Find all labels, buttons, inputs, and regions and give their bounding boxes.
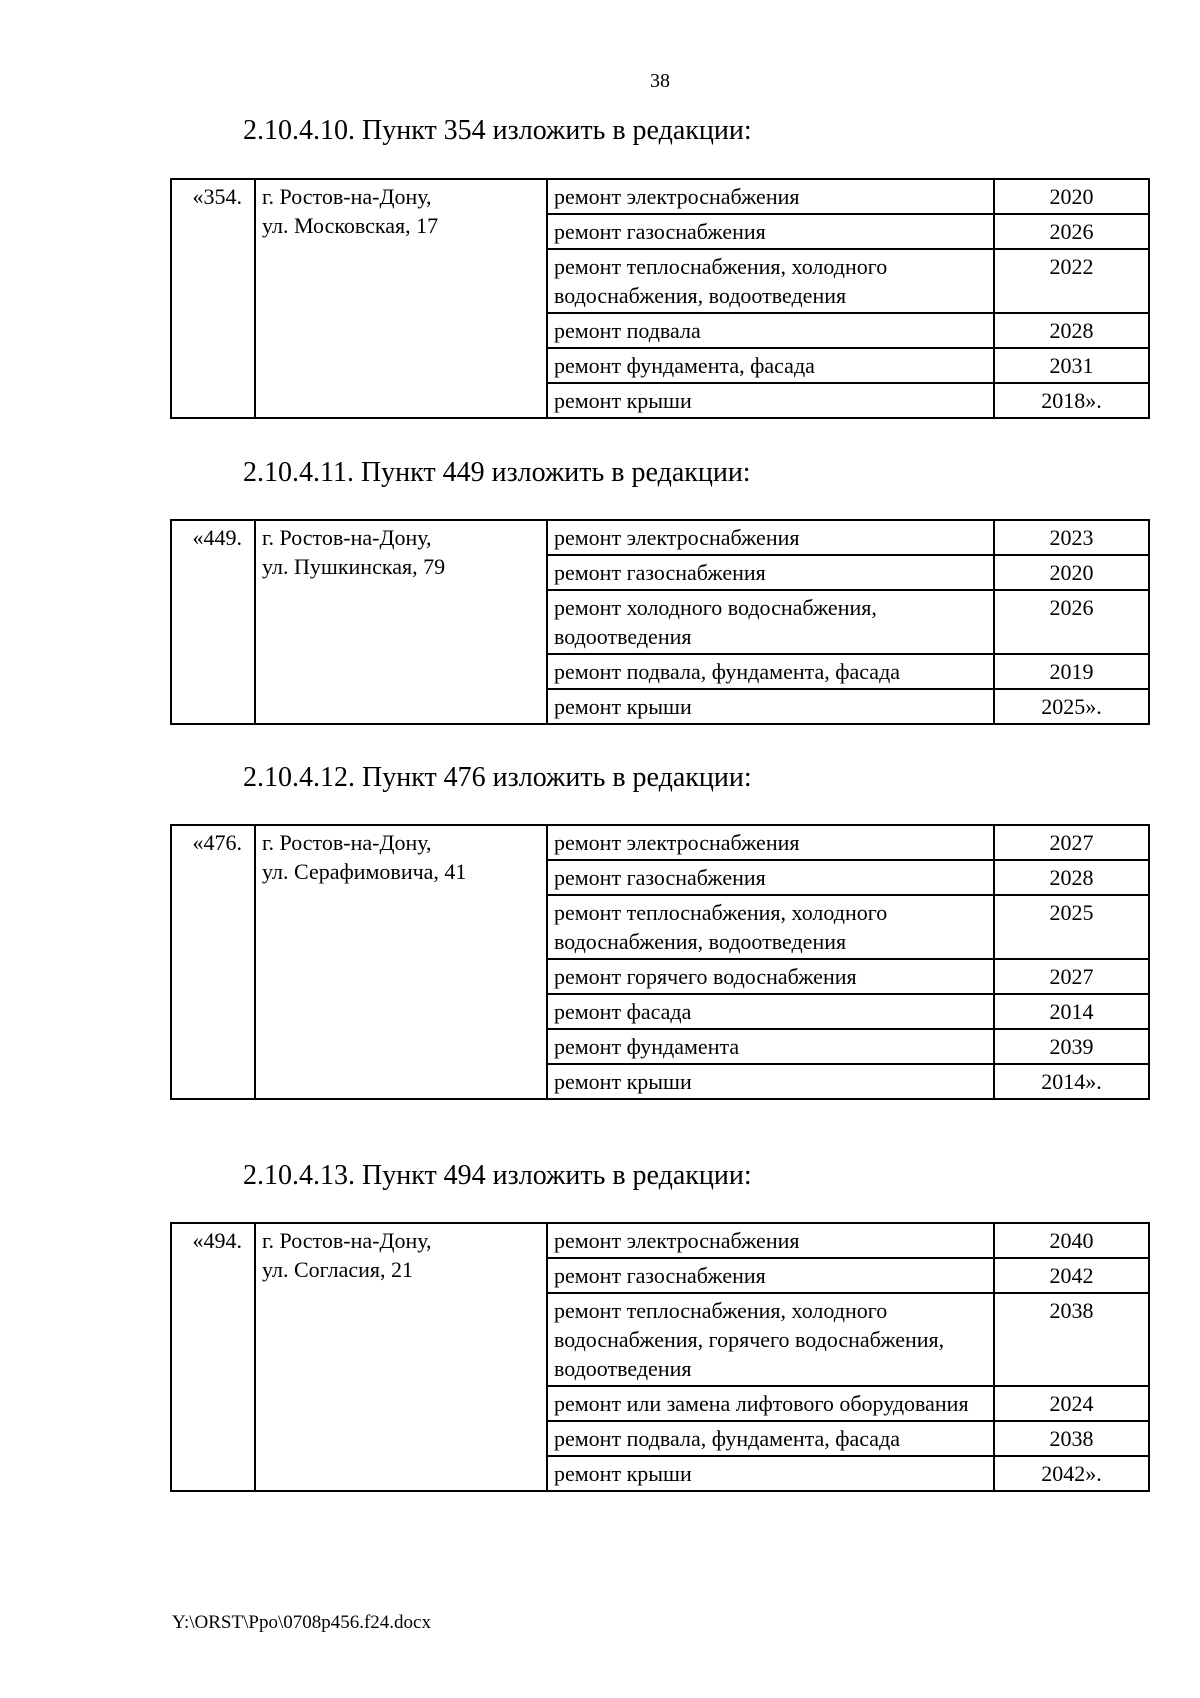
repair-schedule-table (170, 519, 1150, 725)
work-year: 2031 (994, 348, 1149, 383)
work-type: ремонт электроснабжения (547, 520, 994, 555)
table-row (171, 520, 1149, 555)
work-type: ремонт или замена лифтового оборудования (547, 1386, 994, 1421)
address-city: г. Ростов-на-Дону, (262, 1228, 432, 1253)
work-type: ремонт фундамента (547, 1029, 994, 1064)
work-year: 2027 (994, 825, 1149, 860)
address-cell (255, 520, 547, 724)
work-year: 2028 (994, 313, 1149, 348)
address-cell (255, 179, 547, 418)
section-heading: 2.10.4.12. Пункт 476 изложить в редакции: (243, 762, 752, 793)
work-type: ремонт электроснабжения (547, 825, 994, 860)
work-type: ремонт холодного водоснабжения, водоотведения (547, 590, 994, 654)
work-type: ремонт подвала, фундамента, фасада (547, 1421, 994, 1456)
section-heading: 2.10.4.13. Пункт 494 изложить в редакции: (243, 1160, 752, 1191)
work-type: ремонт газоснабжения (547, 214, 994, 249)
address-street: ул. Московская, 17 (262, 213, 439, 238)
repair-schedule-table (170, 1222, 1150, 1492)
file-path-footer: Y:\ORST\Ppo\0708p456.f24.docx (172, 1612, 431, 1633)
address-city: г. Ростов-на-Дону, (262, 525, 432, 550)
work-type: ремонт крыши (547, 383, 994, 418)
work-type: ремонт крыши (547, 689, 994, 724)
address-cell (255, 825, 547, 1099)
work-year: 2014 (994, 994, 1149, 1029)
address-cell (255, 1223, 547, 1491)
work-year: 2025 (994, 895, 1149, 959)
work-year: 2020 (994, 179, 1149, 214)
work-type: ремонт газоснабжения (547, 555, 994, 590)
work-type: ремонт крыши (547, 1456, 994, 1491)
work-type: ремонт крыши (547, 1064, 994, 1099)
work-type: ремонт электроснабжения (547, 1223, 994, 1258)
work-type: ремонт фасада (547, 994, 994, 1029)
work-year: 2019 (994, 654, 1149, 689)
work-year: 2026 (994, 214, 1149, 249)
work-type: ремонт подвала, фундамента, фасада (547, 654, 994, 689)
address-street: ул. Серафимовича, 41 (262, 859, 467, 884)
work-year: 2014». (994, 1064, 1149, 1099)
work-year: 2040 (994, 1223, 1149, 1258)
section-heading: 2.10.4.10. Пункт 354 изложить в редакции: (243, 115, 752, 146)
work-type: ремонт подвала (547, 313, 994, 348)
work-type: ремонт теплоснабжения, холодного водоснабжения, водоотведения (547, 895, 994, 959)
work-year: 2025». (994, 689, 1149, 724)
work-type: ремонт теплоснабжения, холодного водоснабжения, водоотведения (547, 249, 994, 313)
work-year: 2024 (994, 1386, 1149, 1421)
work-type: ремонт газоснабжения (547, 1258, 994, 1293)
item-number: «476. (171, 825, 255, 1099)
table-row (171, 1223, 1149, 1258)
work-year: 2026 (994, 590, 1149, 654)
address-city: г. Ростов-на-Дону, (262, 184, 432, 209)
table-row (171, 179, 1149, 214)
work-type: ремонт электроснабжения (547, 179, 994, 214)
work-year: 2023 (994, 520, 1149, 555)
work-type: ремонт теплоснабжения, холодного водоснабжения, горячего водоснабжения, водоотведения (547, 1293, 994, 1386)
work-type: ремонт газоснабжения (547, 860, 994, 895)
address-street: ул. Согласия, 21 (262, 1257, 413, 1282)
work-year: 2038 (994, 1421, 1149, 1456)
work-year: 2028 (994, 860, 1149, 895)
work-year: 2020 (994, 555, 1149, 590)
work-year: 2042 (994, 1258, 1149, 1293)
work-type: ремонт горячего водоснабжения (547, 959, 994, 994)
table-row (171, 825, 1149, 860)
work-year: 2038 (994, 1293, 1149, 1386)
repair-schedule-table (170, 178, 1150, 419)
section-heading: 2.10.4.11. Пункт 449 изложить в редакции: (243, 457, 751, 488)
item-number: «354. (171, 179, 255, 418)
item-number: «449. (171, 520, 255, 724)
work-year: 2042». (994, 1456, 1149, 1491)
page-number: 38 (650, 70, 670, 92)
work-type: ремонт фундамента, фасада (547, 348, 994, 383)
repair-schedule-table (170, 824, 1150, 1100)
work-year: 2027 (994, 959, 1149, 994)
work-year: 2018». (994, 383, 1149, 418)
item-number: «494. (171, 1223, 255, 1491)
work-year: 2039 (994, 1029, 1149, 1064)
address-street: ул. Пушкинская, 79 (262, 554, 446, 579)
work-year: 2022 (994, 249, 1149, 313)
address-city: г. Ростов-на-Дону, (262, 830, 432, 855)
